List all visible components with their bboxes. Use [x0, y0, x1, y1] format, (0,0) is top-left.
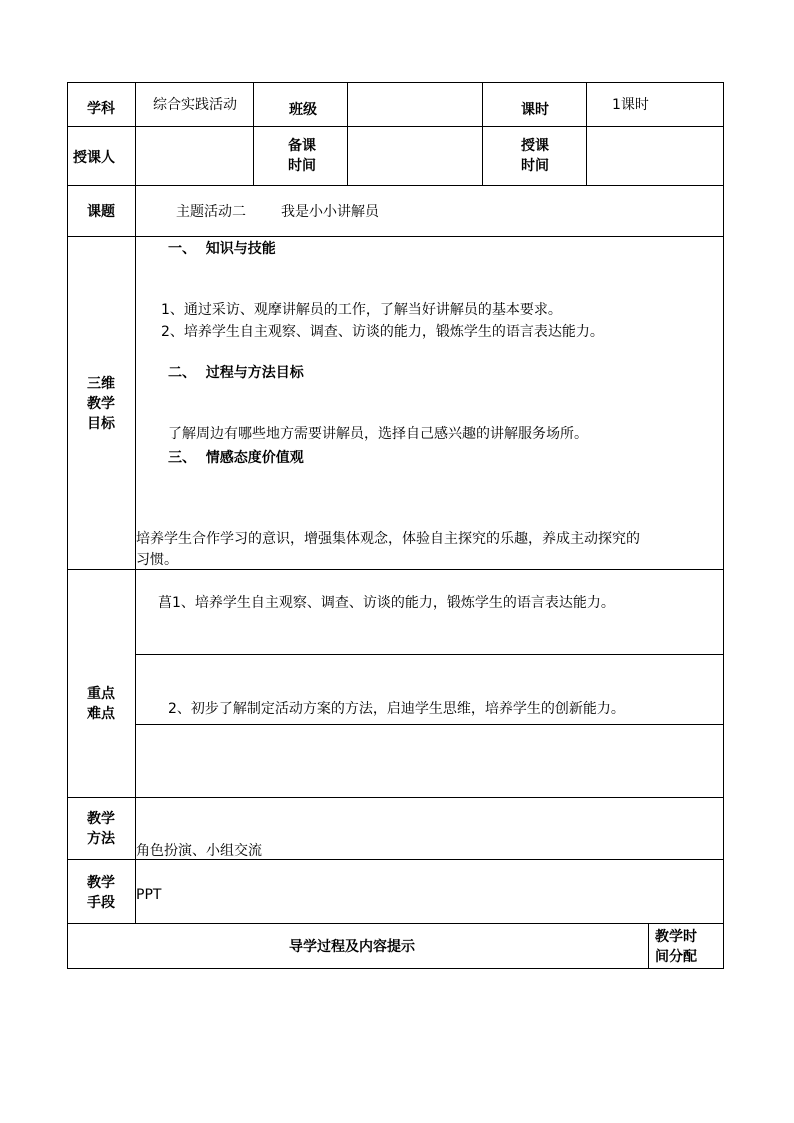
- method-label: 方法: [87, 831, 115, 847]
- method-label: 教学: [87, 811, 115, 827]
- table-border-line: [135, 654, 724, 655]
- keypoints-item: 菖1、培养学生自主观察、调查、访谈的能力，锻炼学生的语言表达能力。: [158, 595, 615, 611]
- table-border-line: [586, 82, 587, 186]
- table-border-line: [67, 797, 724, 798]
- class-label: 班级: [289, 102, 317, 118]
- table-border-line: [67, 968, 724, 969]
- table-border-line: [67, 923, 724, 924]
- goals-heading-process: 二、 过程与方法目标: [168, 365, 304, 381]
- table-border-line: [67, 569, 724, 570]
- topic-part1: 主题活动二: [176, 204, 246, 220]
- prep-time-label: 时间: [288, 158, 316, 174]
- goals-emotion-text: 习惯。: [136, 552, 178, 568]
- subject-value: 综合实践活动: [153, 97, 237, 113]
- teacher-label: 授课人: [73, 150, 115, 166]
- time-allocation-label: 教学时: [655, 929, 697, 945]
- keypoints-item: 2、初步了解制定活动方案的方法，启迪学生思维，培养学生的创新能力。: [168, 701, 625, 717]
- goals-process-item: 了解周边有哪些地方需要讲解员，选择自己感兴趣的讲解服务场所。: [168, 426, 588, 442]
- goals-label: 三维: [87, 376, 115, 392]
- table-border-line: [135, 82, 136, 923]
- table-border-line: [253, 82, 254, 186]
- goals-emotion-text: 培养学生合作学习的意识，增强集体观念，体验自主探究的乐趣，养成主动探究的: [136, 531, 640, 547]
- keypoints-label: 难点: [87, 706, 115, 722]
- topic-label: 课题: [87, 204, 115, 220]
- goals-label: 目标: [87, 416, 115, 432]
- table-border-line: [347, 82, 348, 186]
- process-label: 导学过程及内容提示: [289, 939, 415, 955]
- table-border-line: [482, 82, 483, 186]
- time-allocation-label: 间分配: [655, 949, 697, 965]
- keypoints-label: 重点: [87, 686, 115, 702]
- period-value: 1课时: [612, 97, 649, 113]
- teach-time-label: 时间: [521, 158, 549, 174]
- subject-label: 学科: [87, 101, 115, 117]
- means-value: PPT: [136, 887, 162, 903]
- table-border-line: [67, 236, 724, 237]
- table-border-line: [648, 923, 649, 969]
- table-border-line: [67, 185, 724, 186]
- goals-heading-knowledge: 一、 知识与技能: [168, 241, 276, 257]
- table-border-line: [67, 82, 724, 83]
- table-border-line: [67, 82, 68, 969]
- table-border-line: [135, 724, 724, 725]
- goals-knowledge-item: 2、培养学生自主观察、调查、访谈的能力，锻炼学生的语言表达能力。: [161, 324, 604, 340]
- means-label: 教学: [87, 875, 115, 891]
- goals-label: 教学: [87, 396, 115, 412]
- goals-knowledge-item: 1、通过采访、观摩讲解员的工作，了解当好讲解员的基本要求。: [161, 302, 562, 318]
- means-label: 手段: [87, 895, 115, 911]
- table-border-line: [67, 126, 724, 127]
- period-label: 课时: [521, 102, 549, 118]
- method-value: 角色扮演、小组交流: [136, 843, 262, 859]
- topic-part2: 我是小小讲解员: [281, 204, 379, 220]
- prep-time-label: 备课: [288, 138, 316, 154]
- teach-time-label: 授课: [521, 138, 549, 154]
- table-border-line: [723, 82, 724, 969]
- goals-heading-emotion: 三、 情感态度价值观: [168, 450, 304, 466]
